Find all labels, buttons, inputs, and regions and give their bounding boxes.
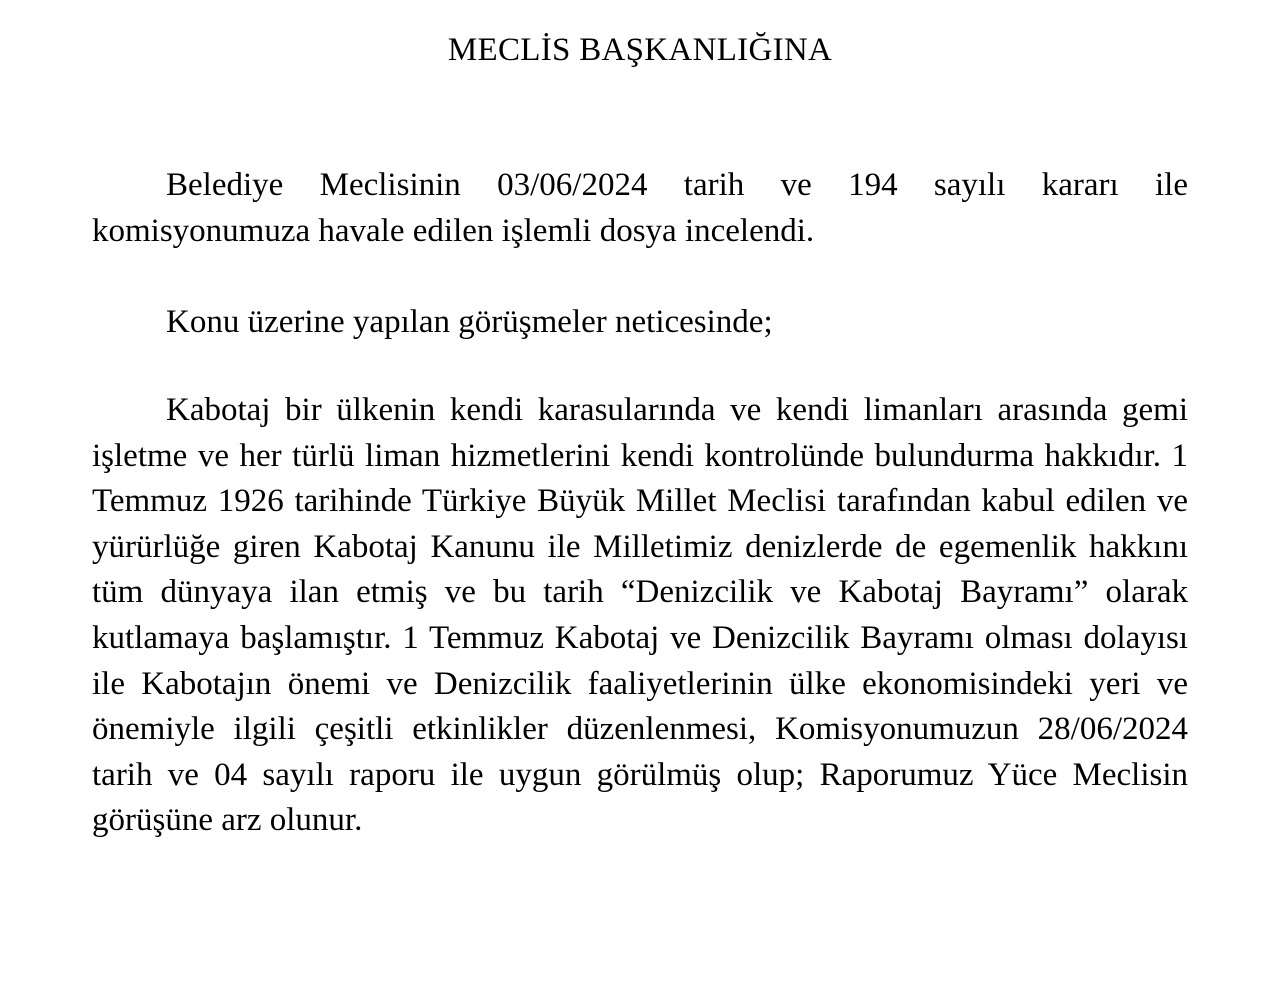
document-title: MECLİS BAŞKANLIĞINA [447,32,833,68]
paragraph-intro: Belediye Meclisinin 03/06/2024 tarih ve 194 sayılı kararı ile komisyonumuza havale edilen işlemli dosya incelendi. [92,167,1188,249]
paragraph-discussion: Konu üzerine yapılan görüşmeler neticesinde; [166,304,773,340]
paragraph-report-body: Kabotaj bir ülkenin kendi karasularında ve kendi limanları arasında gemi işletme ve her türlü liman hizmetlerini kendi kontrolünde bulundurma hakkıdır. 1 Temmuz 1926 tarihinde Türkiye Büyük Millet Meclisi tarafından kabul edilen ve yürürlüğe giren Kabotaj Kanunu ile Milletimiz denizlerde de egemenlik hakkını tüm dünyaya ilan etmiş ve bu tarih “Denizcilik ve Kabotaj Bayramı” olarak kutlamaya başlamıştır. 1 Temmuz Kabotaj ve Denizcilik Bayramı olması dolayısı ile Kabotajın önemi ve Denizcilik faaliyetlerinin ülke ekonomisindeki yeri ve önemiyle ilgili çeşitli etkinlikler düzenlenmesi, Komisyonumuzun 28/06/2024 tarih ve 04 sayılı raporu ile uygun görülmüş olup; Raporumuz Yüce Meclisin görüşüne arz olunur. [92,392,1188,839]
